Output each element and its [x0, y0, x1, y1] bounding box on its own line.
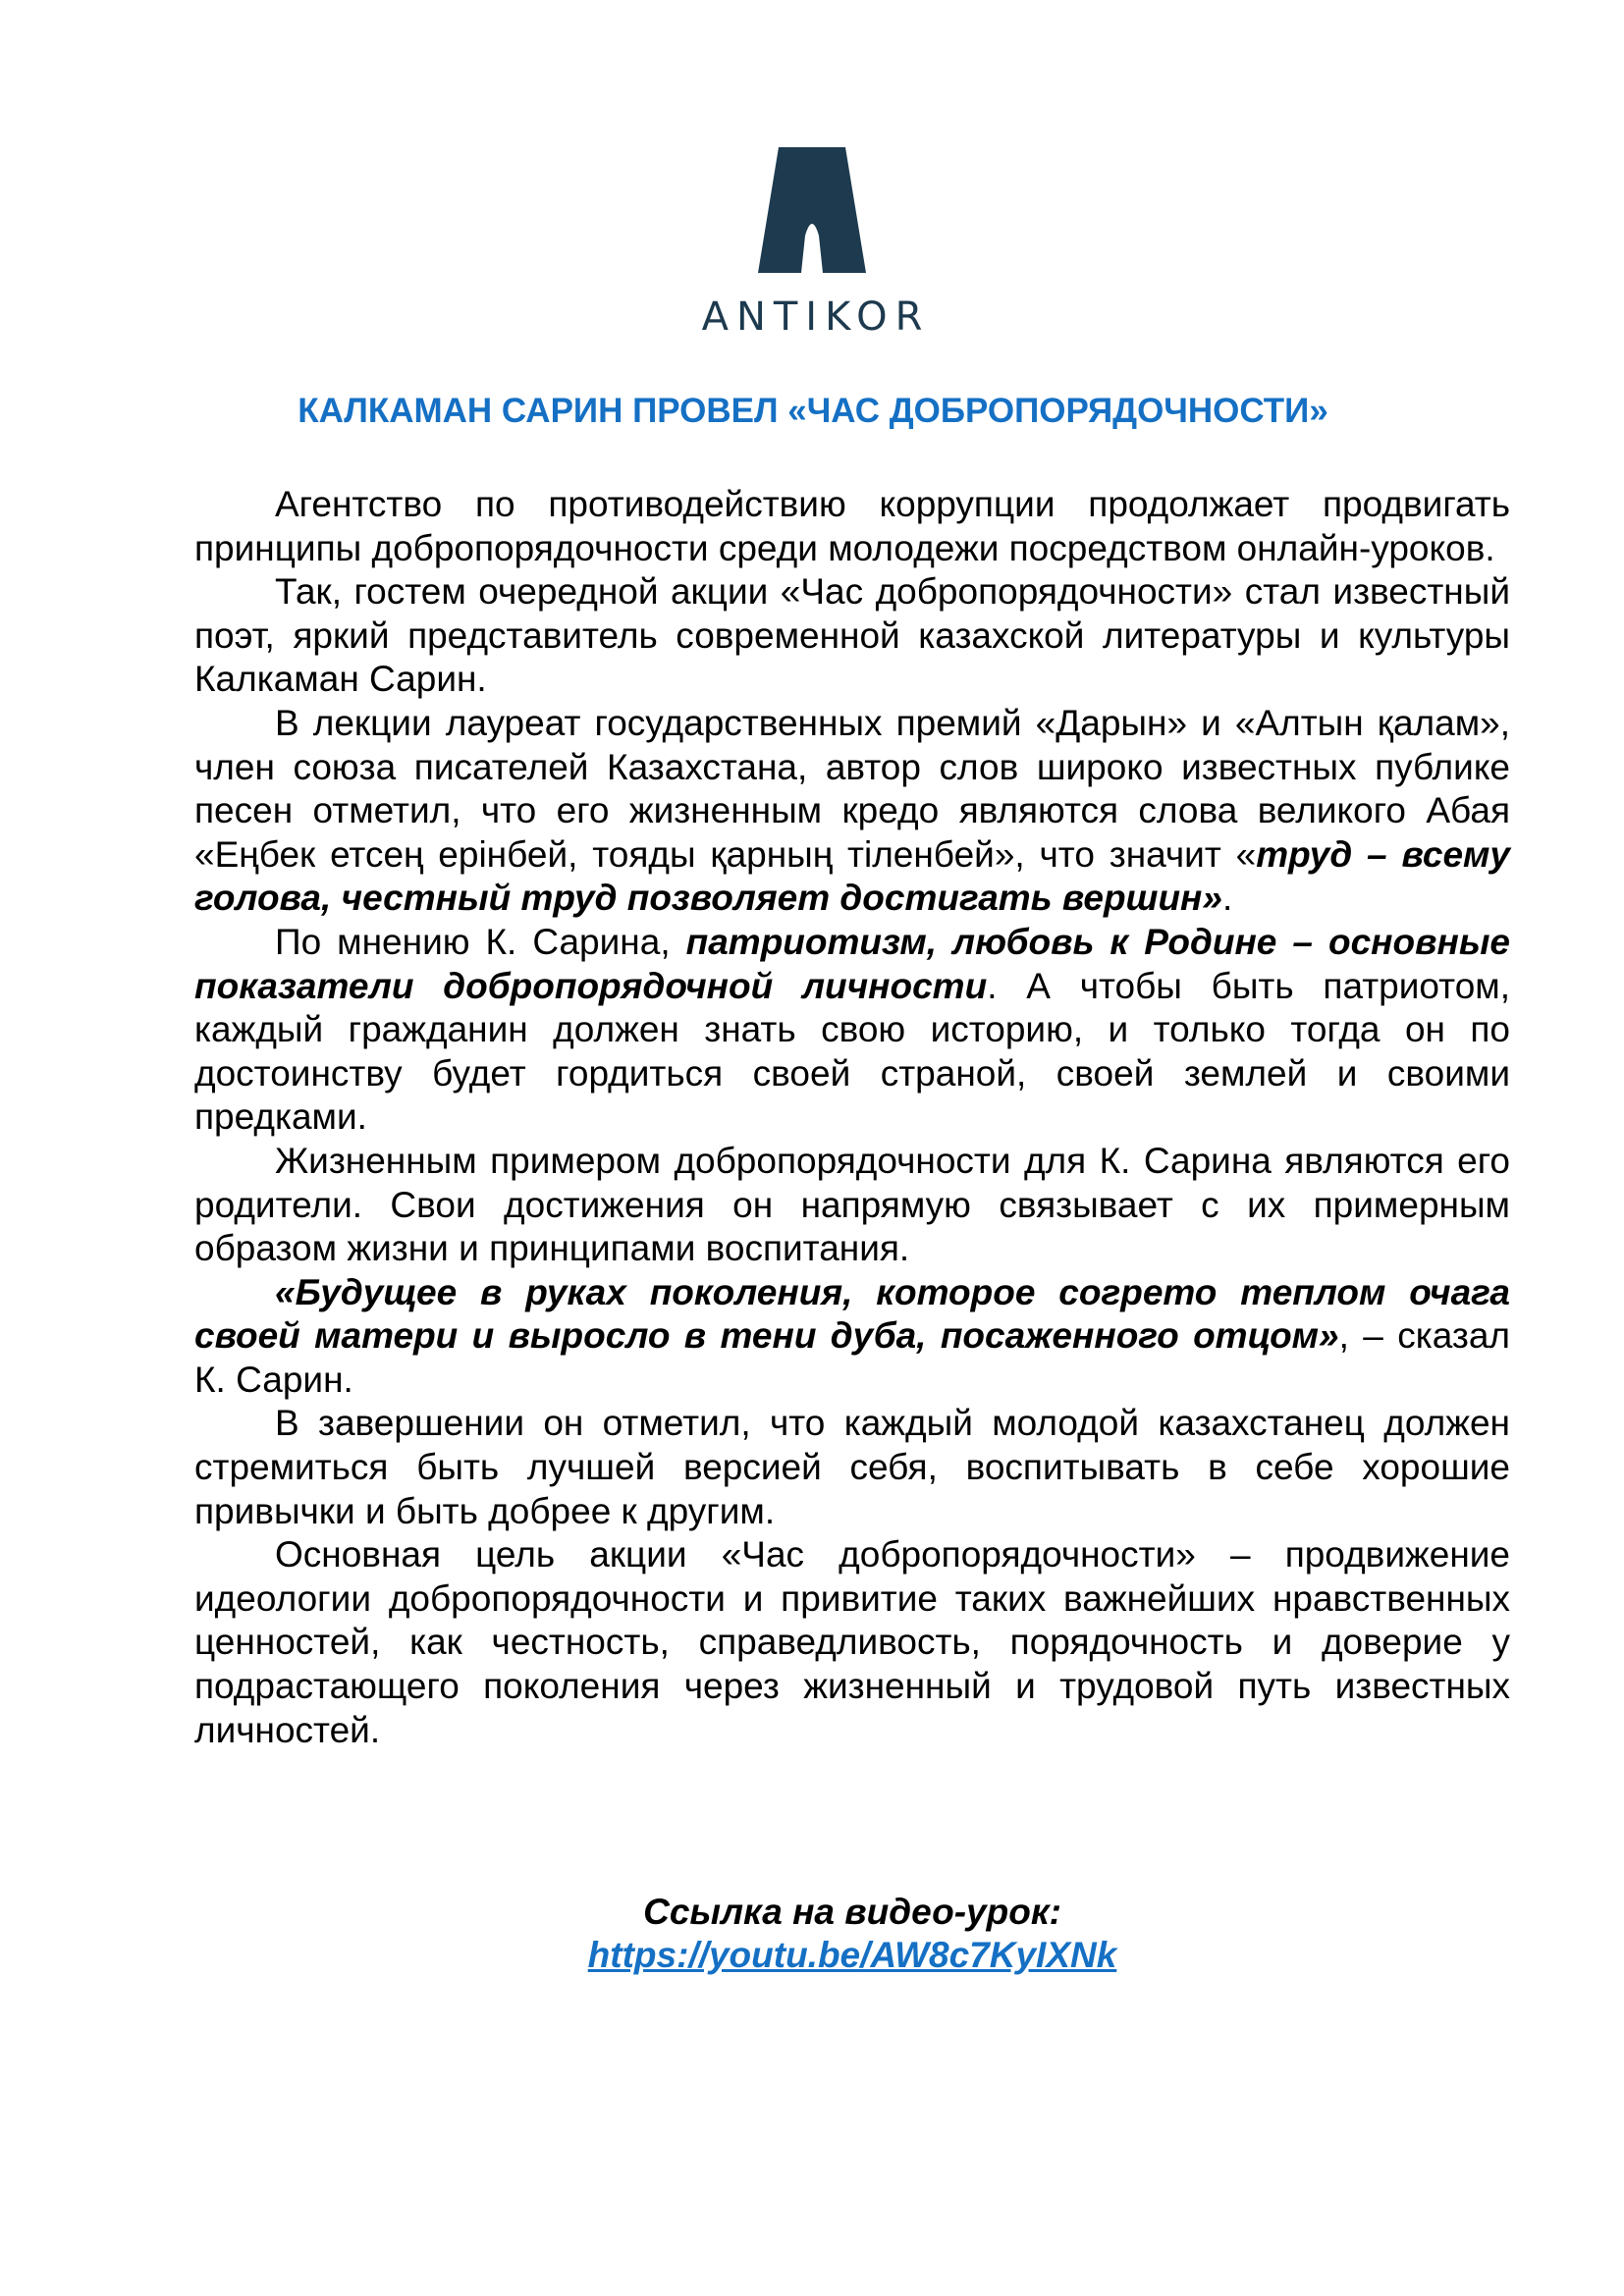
paragraph-text: В лекции лауреат государственных премий «Дарын» и «Алтын қалам», член союза писателей Казахстана, автор слов широко известных публике песен отметил, что его жизненным кредо являются слова великого Абая «Еңбек етсең ерінбей, тояды қарның тіленбей», что значит «	[194, 702, 1510, 875]
paragraph-text: По мнению К. Сарина,	[275, 921, 686, 962]
emphasis-text: труд – всему голова, честный труд позволяет достигать вершин»	[194, 833, 1510, 919]
logo	[0, 147, 1624, 340]
paragraph-text: . А чтобы быть патриотом, каждый гражданин должен знать свою историю, и только тогда он по достоинству будет гордиться своей страной, своей землей и своими предками.	[194, 965, 1510, 1138]
antikor-a-logo-icon	[758, 147, 866, 275]
paragraph	[194, 921, 1510, 1140]
logo-wordmark: ANTIKOR	[701, 294, 931, 340]
paragraph: Так, гостем очередной акции «Час добропорядочности» стал известный поэт, яркий представитель современной казахской литературы и культуры Калкаман Сарин.	[194, 571, 1510, 700]
paragraph	[194, 702, 1510, 921]
paragraph-text: , – сказал К. Сарин.	[194, 1315, 1510, 1400]
quote-text: «Будущее в руках поколения, которое согрето теплом очага своей матери и выросло в тени дуба, посаженного отцом»	[194, 1271, 1510, 1357]
page-title: КАЛКАМАН САРИН ПРОВЕЛ «ЧАС ДОБРОПОРЯДОЧНОСТИ»	[298, 392, 1328, 430]
video-link[interactable]: https://youtu.be/AW8c7KyIXNk	[587, 1935, 1117, 1975]
video-link-block	[194, 1891, 1510, 1977]
paragraph-text: .	[1221, 878, 1233, 919]
paragraph: Основная цель акции «Час добропорядочности» – продвижение идеологии добропорядочности и привитие таких важнейших нравственных ценностей, как честность, справедливость, порядочность и доверие у подрастающего поколения через жизненный и трудовой путь известных личностей.	[194, 1534, 1510, 1750]
paragraph: Агентство по противодействию коррупции продолжает продвигать принципы добропорядочности среди молодежи посредством онлайн-уроков.	[194, 484, 1510, 568]
video-link-label: Ссылка на видео-урок:	[643, 1892, 1061, 1932]
paragraph	[194, 1271, 1510, 1403]
paragraph: В завершении он отметил, что каждый молодой казахстанец должен стремиться быть лучшей версией себя, воспитывать в себе хорошие привычки и быть добрее к другим.	[194, 1403, 1510, 1531]
article-body	[194, 483, 1510, 1752]
emphasis-text: патриотизм, любовь к Родине – основные показатели добропорядочной личности	[194, 921, 1510, 1006]
paragraph: Жизненным примером добропорядочности для К. Сарина являются его родители. Свои достижения он напрямую связывает с их примерным образом жизни и принципами воспитания.	[194, 1140, 1510, 1269]
